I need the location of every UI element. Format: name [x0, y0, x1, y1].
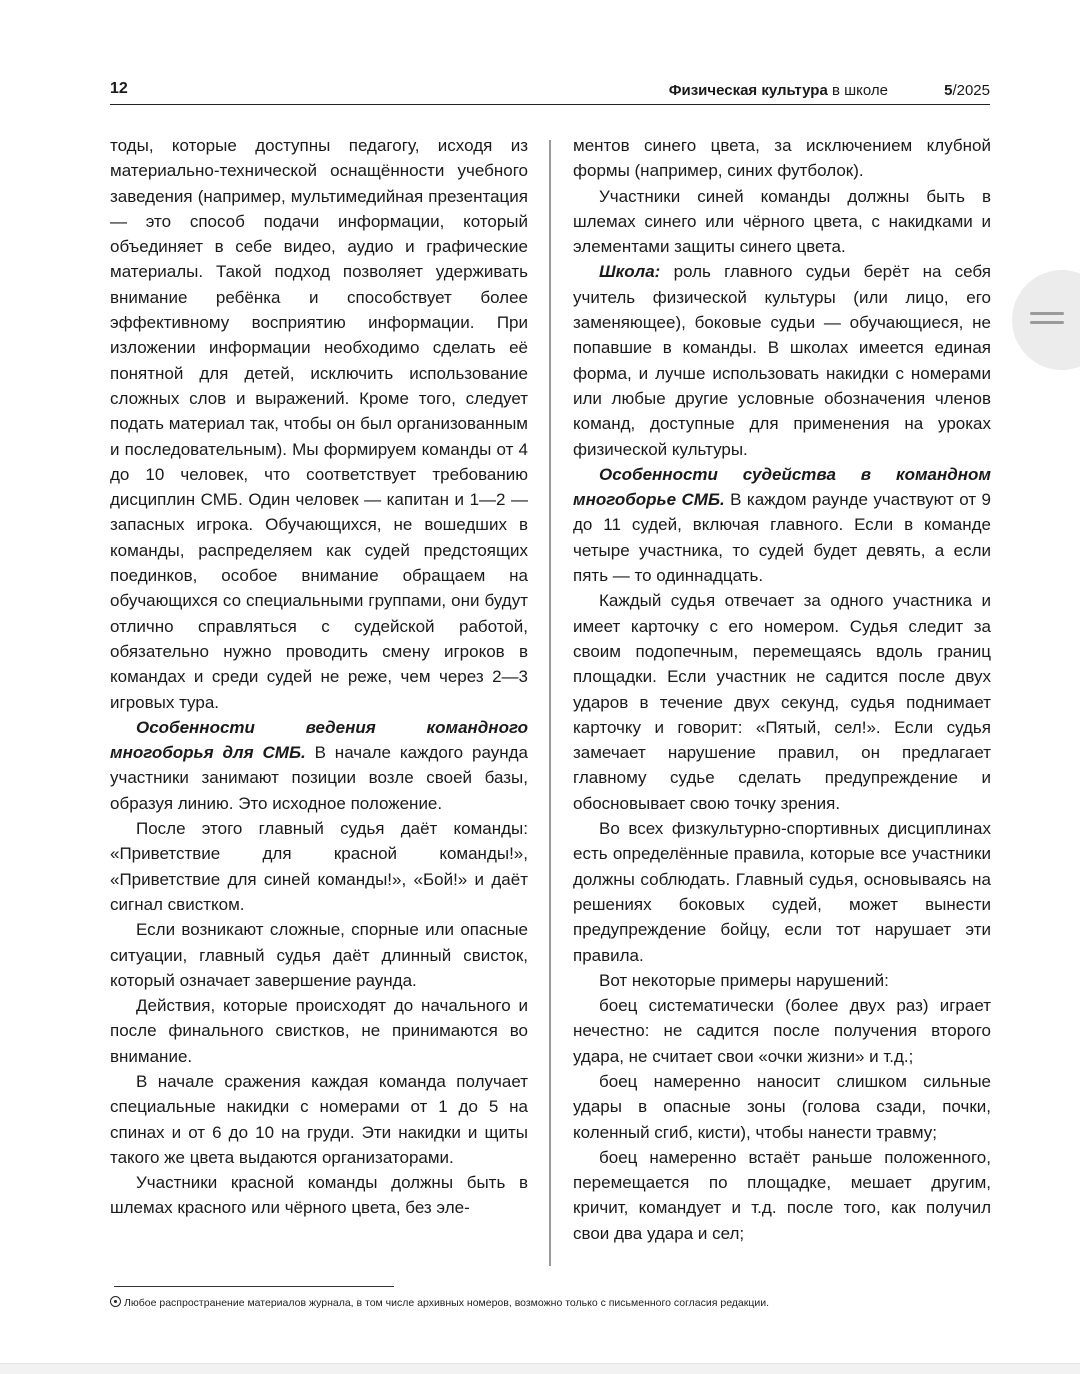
paragraph: Действия, которые происходят до начального и после финального свистков, не принимаются во внимание. — [110, 996, 528, 1066]
paragraph: боец намеренно наносит слишком сильные удары в опасные зоны (голова сзади, почки, коленный сгиб, кисти), чтобы нанести травму; — [573, 1071, 991, 1142]
issue-number-bold: 5 — [944, 82, 953, 99]
footnote-text: Любое распространение материалов журнала, в том числе архивных номеров, возможно только с письменного согласия редакции. — [124, 1297, 770, 1309]
journal-title — [669, 82, 888, 99]
paragraph: В начале сражения каждая команда получает специальные накидки с номерами от 1 до 5 на спинах и от 6 до 10 на груди. Эти накидки и щиты такого же цвета выдаются организаторами. — [110, 1071, 528, 1167]
paragraph: Участники синей команды должны быть в шлемах синего или чёрного цвета, с накидками и элементами защиты синего цвета. — [573, 186, 991, 257]
paragraph: Каждый судья отвечает за одного участника и имеет карточку с его номером. Судья следит за своим подопечным, перемещаясь вдоль границ площадки. Если участник не садится после двух ударов в течение двух секунд, судья поднимает карточку и говорит: «Пятый, сел!». Если судья замечает нарушение правил, он предлагает главному судье сделать предупреждение и обосновывает свою точку зрения. — [573, 591, 991, 813]
hamburger-menu-icon — [1030, 312, 1064, 326]
paragraph-text: В каждом раунде участвуют от 9 до 11 судей, включая главного. Если в команде четыре участника, то судей будет девять, а если пять — то одиннадцать. — [573, 490, 991, 586]
run-in-heading: Особенности судейства в командном многоборье СМБ. — [573, 464, 991, 510]
paragraph — [573, 462, 991, 588]
issue-year: /2025 — [952, 82, 990, 99]
right-column — [573, 133, 991, 1246]
paragraph: После этого главный судья даёт команды: «Приветствие для красной команды!», «Приветствие для синей команды!», «Бой!» и даёт сигнал свистком. — [110, 819, 528, 914]
paragraph: Вот некоторые примеры нарушений: — [599, 970, 889, 990]
journal-title-rest: в школе — [827, 82, 888, 99]
page-number: 12 — [110, 80, 128, 97]
page-header — [110, 78, 990, 105]
paragraph-text: роль главного судьи берёт на себя учитель физической культуры (или лицо, его заменяющее), боковые судьи — обучающиеся, не попавшие в команды. В школах имеется единая форма, и лучше использовать накидки с номерами или любые другие условные обозначения членов команд, доступные для применения на уроках физической культуры. — [573, 262, 991, 459]
paragraph — [110, 715, 528, 816]
paragraph: боец систематически (более двух раз) играет нечестно: не садится после получения второго удара, не считает свои «очки жизни» и т.д.; — [573, 996, 991, 1066]
paragraph: тоды, которые доступны педагогу, исходя из материально-технической оснащённости учебного заведения (например, мультимедийная презентация — это способ подачи информации, который объединяет в себе видео, аудио и графические материалы. Такой подход позволяет удерживать внимание ребёнка и способствует более эффективному восприятию информации. При изложении информации необходимо сделать её понятной для детей, исключить использование сложных слов и выражений. Кроме того, следует подать материал так, чтобы он был организованным и последовательным). Мы формируем команды от 4 до 10 человек, что соответствует требованию дисциплин СМБ. Один человек — капитан и 1—2 — запасных игрока. Обучающихся, не вошедших в команды, распределяем как судей предстоящих поединков, особое внимание обращаем на обучающихся со специальными группами, они будут отлично справляться с судейской работой, обязательно нужно проводить смену игроков в командах и среди судей не реже, чем через 2—3 игровых тура. — [110, 136, 528, 712]
journal-title-bold: Физическая культура — [668, 82, 828, 99]
paragraph: Участники красной команды должны быть в шлемах красного или чёрного цвета, без эле- — [110, 1173, 528, 1218]
left-column — [110, 133, 528, 1221]
paragraph: ментов синего цвета, за исключением клубной формы (например, синих футболок). — [573, 136, 991, 181]
bottom-bar — [0, 1363, 1080, 1374]
issue-number — [944, 82, 990, 99]
paragraph-text: В начале каждого раунда участники занимают позиции возле своей базы, образуя линию. Это исходное положение. — [110, 743, 528, 813]
footnote — [110, 1296, 990, 1309]
paragraph: Во всех физкультурно-спортивных дисциплинах есть определённые правила, которые все участники должны соблюдать. Главный судья, основываясь на решениях боковых судей, может вынести предупреждение бойцу, если тот нарушает эти правила. — [573, 819, 991, 965]
column-divider — [549, 140, 551, 1266]
copyright-circle-icon — [110, 1296, 121, 1307]
paragraph — [573, 259, 991, 461]
run-in-heading: Особенности ведения командного многоборья для СМБ. — [110, 717, 528, 763]
run-in-heading: Школа: — [599, 262, 661, 282]
side-menu-button[interactable] — [1012, 270, 1080, 370]
paragraph: Если возникают сложные, спорные или опасные ситуации, главный судья даёт длинный свисток, который означает завершение раунда. — [110, 920, 528, 990]
paragraph: боец намеренно встаёт раньше положенного, перемещается по площадке, мешает другим, кричит, командует и т.д. после того, как получил свои два удара и сел; — [573, 1147, 991, 1243]
footnote-rule — [114, 1286, 394, 1287]
